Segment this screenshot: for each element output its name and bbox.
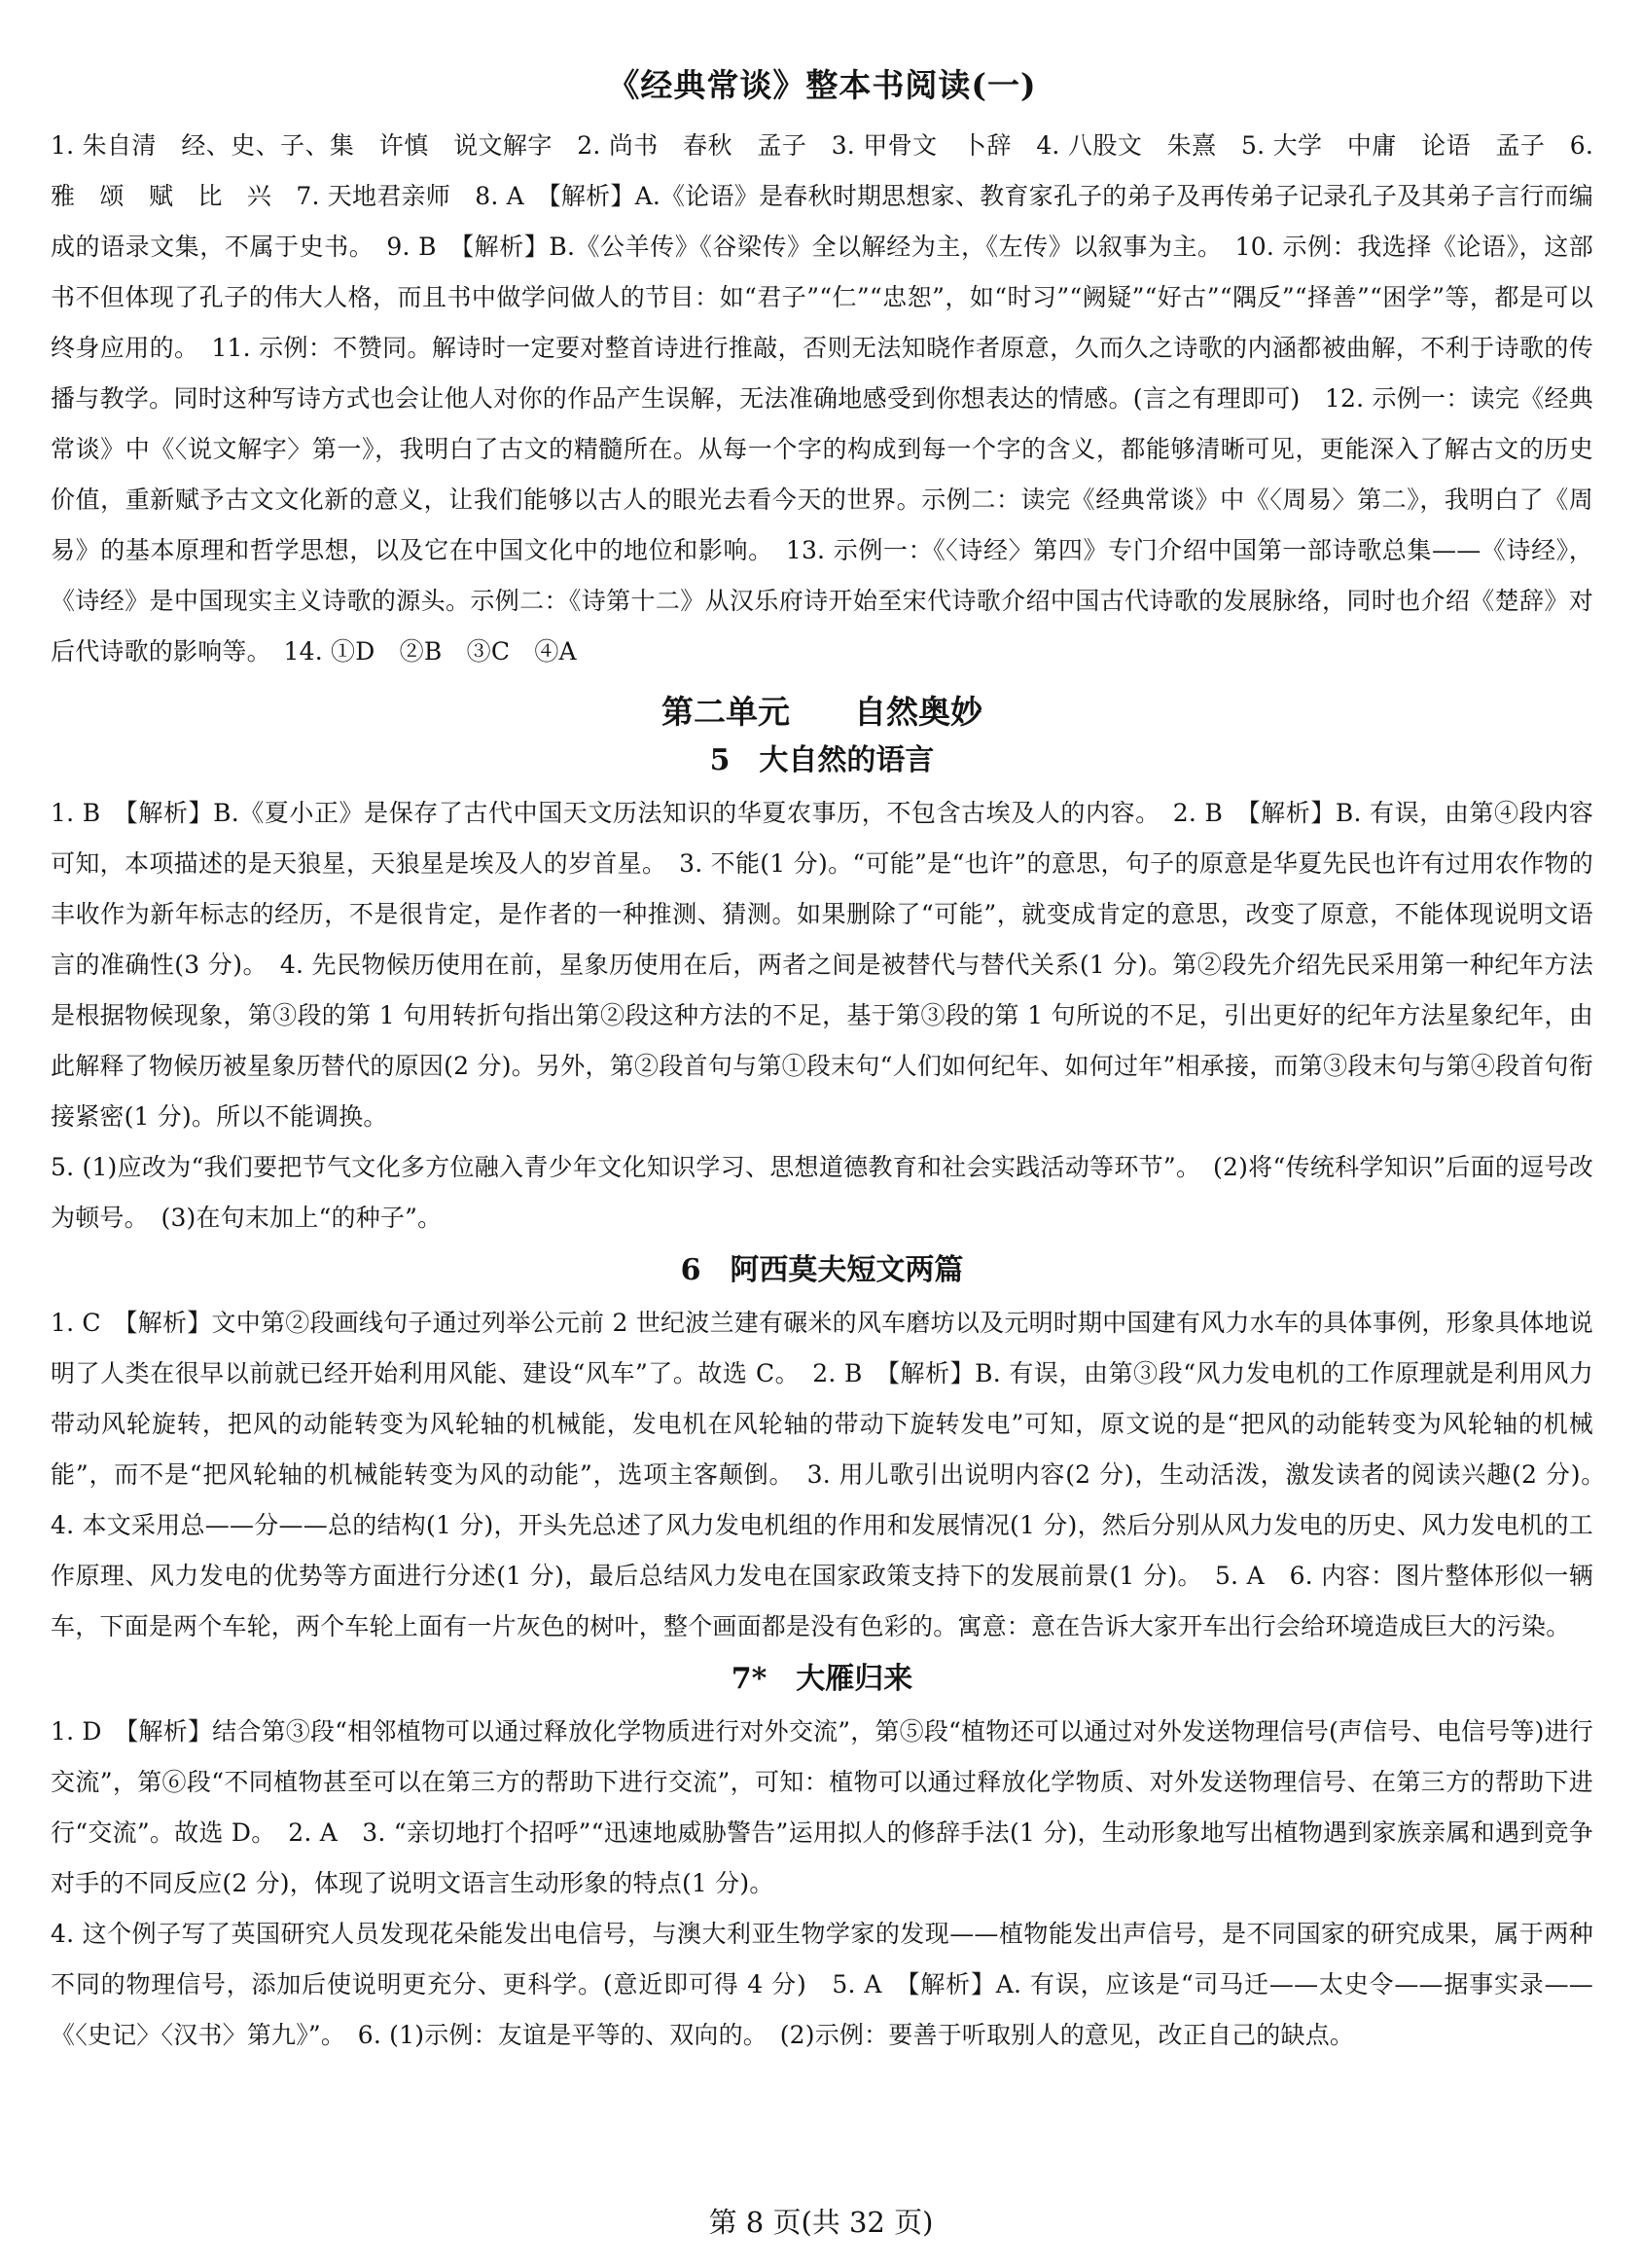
section-title-jingdian: 《经典常谈》整本书阅读(一)	[607, 66, 1037, 104]
answer-page	[51, 64, 1619, 2061]
unit-title: 第二单元 自然奥妙	[661, 693, 982, 731]
lesson-title-6: 6 阿西莫夫短文两篇	[680, 1253, 964, 1287]
answer-paragraph: 5. (1)应改为“我们要把节气文化多方位融入青少年文化知识学习、思想道德教育和社会实践活动等环节”。 (2)将“传统科学知识”后面的逗号改为顿号。 (3)在句末加上“的种子”。	[51, 1153, 1593, 1232]
lesson-title-5: 5 大自然的语言	[709, 743, 935, 777]
lesson-title-7: 7* 大雁归来	[731, 1662, 913, 1696]
page-number: 第 8 页(共 32 页)	[708, 2206, 934, 2239]
answer-paragraph: 1. D 【解析】结合第③段“相邻植物可以通过释放化学物质进行对外交流”，第⑤段“植物还可以通过对外发送物理信号(声信号、电信号等)进行交流”，第⑥段“不同植物甚至可以在第三方的帮助下进行交流”，可知：植物可以通过释放化学物质、对外发送物理信号、在第三方的帮助下进行“交流”。故选 D。 2. A 3. “亲切地打个招呼”“迅速地威胁警告”运用拟人的修辞手法(1 分)，生动形象地写出植物遇到家族亲属和遇到竞争对手的不同反应(2 分)，体现了说明文语言生动形象的特点(1 分)。	[51, 1717, 1593, 1897]
answer-paragraph: 1. B 【解析】B.《夏小正》是保存了古代中国天文历法知识的华夏农事历，不包含古埃及人的内容。 2. B 【解析】B. 有误，由第④段内容可知，本项描述的是天狼星，天狼星是埃及人的岁首星。 3. 不能(1 分)。“可能”是“也许”的意思，句子的原意是华夏先民也许有过用农作物的丰收作为新年标志的经历，不是很肯定，是作者的一种推测、猜测。如果删除了“可能”，就变成肯定的意思，改变了原意，不能体现说明文语言的准确性(3 分)。 4. 先民物候历使用在前，星象历使用在后，两者之间是被替代与替代关系(1 分)。第②段先介绍先民采用第一种纪年方法是根据物候现象，第③段的第 1 句用转折句指出第②段这种方法的不足，基于第③段的第 1 句所说的不足，引出更好的纪年方法星象纪年，由此解释了物候历被星象历替代的原因(2 分)。另外，第②段首句与第①段末句“人们如何纪年、如何过年”相承接，而第③段末句与第④段首句衔接紧密(1 分)。所以不能调换。	[51, 799, 1593, 1131]
answer-paragraph: 1. C 【解析】文中第②段画线句子通过列举公元前 2 世纪波兰建有碾米的风车磨坊以及元明时期中国建有风力水车的具体事例，形象具体地说明了人类在很早以前就已经开始利用风能、建设“风车”了。故选 C。 2. B 【解析】B. 有误，由第③段“风力发电机的工作原理就是利用风力带动风轮旋转，把风的动能转变为风轮轴的机械能，发电机在风轮轴的带动下旋转发电”可知，原文说的是“把风的动能转变为风轮轴的机械能”，而不是“把风轮轴的机械能转变为风的动能”，选项主客颠倒。 3. 用儿歌引出说明内容(2 分)，生动活泼，激发读者的阅读兴趣(2 分)。 4. 本文采用总——分——总的结构(1 分)，开头先总述了风力发电机组的作用和发展情况(1 分)，然后分别从风力发电的历史、风力发电机的工作原理、风力发电的优势等方面进行分述(1 分)，最后总结风力发电在国家政策支持下的发展前景(1 分)。 5. A 6. 内容：图片整体形似一辆车，下面是两个车轮，两个车轮上面有一片灰色的树叶，整个画面都是没有色彩的。寓意：意在告诉大家开车出行会给环境造成巨大的污染。	[51, 1309, 1619, 1640]
answer-paragraph: 4. 这个例子写了英国研究人员发现花朵能发出电信号，与澳大利亚生物学家的发现——植物能发出声信号，是不同国家的研究成果，属于两种不同的物理信号，添加后使说明更充分、更科学。(意近即可得 4 分) 5. A 【解析】A. 有误，应该是“司马迁——太史令——据事实录——《〈史记〉〈汉书〉第九》”。 6. (1)示例：友谊是平等的、双向的。 (2)示例：要善于听取别人的意见，改正自己的缺点。	[51, 1920, 1593, 2049]
answer-paragraph: 1. 朱自清 经、史、子、集 许慎 说文解字 2. 尚书 春秋 孟子 3. 甲骨文 卜辞 4. 八股文 朱熹 5. 大学 中庸 论语 孟子 6. 雅 颂 赋 比 兴 7. 天地君亲师 8. A 【解析】A.《论语》是春秋时期思想家、教育家孔子的弟子及再传弟子记录孔子及其弟子言行而编成的语录文集，不属于史书。 9. B 【解析】B.《公羊传》《谷梁传》全以解经为主，《左传》以叙事为主。 10. 示例：我选择《论语》，这部书不但体现了孔子的伟大人格，而且书中做学问做人的节目：如“君子”“仁”“忠恕”，如“时习”“阙疑”“好古”“隅反”“择善”“困学”等，都是可以终身应用的。 11. 示例：不赞同。解诗时一定要对整首诗进行推敲，否则无法知晓作者原意，久而久之诗歌的内涵都被曲解，不利于诗歌的传播与教学。同时这种写诗方式也会让他人对你的作品产生误解，无法准确地感受到你想表达的情感。(言之有理即可) 12. 示例一：读完《经典常谈》中《〈说文解字〉第一》，我明白了古文的精髓所在。从每一个字的构成到每一个字的含义，都能够清晰可见，更能深入了解古文的历史价值，重新赋予古文文化新的意义，让我们能够以古人的眼光去看今天的世界。示例二：读完《经典常谈》中《〈周易〉第二》，我明白了《周易》的基本原理和哲学思想，以及它在中国文化中的地位和影响。 13. 示例一：《〈诗经〉第四》专门介绍中国第一部诗歌总集——《诗经》，《诗经》是中国现实主义诗歌的源头。示例二：《诗第十二》从汉乐府诗开始至宋代诗歌介绍中国古代诗歌的发展脉络，同时也介绍《楚辞》对后代诗歌的影响等。 14. ①D ②B ③C ④A	[51, 131, 1593, 666]
